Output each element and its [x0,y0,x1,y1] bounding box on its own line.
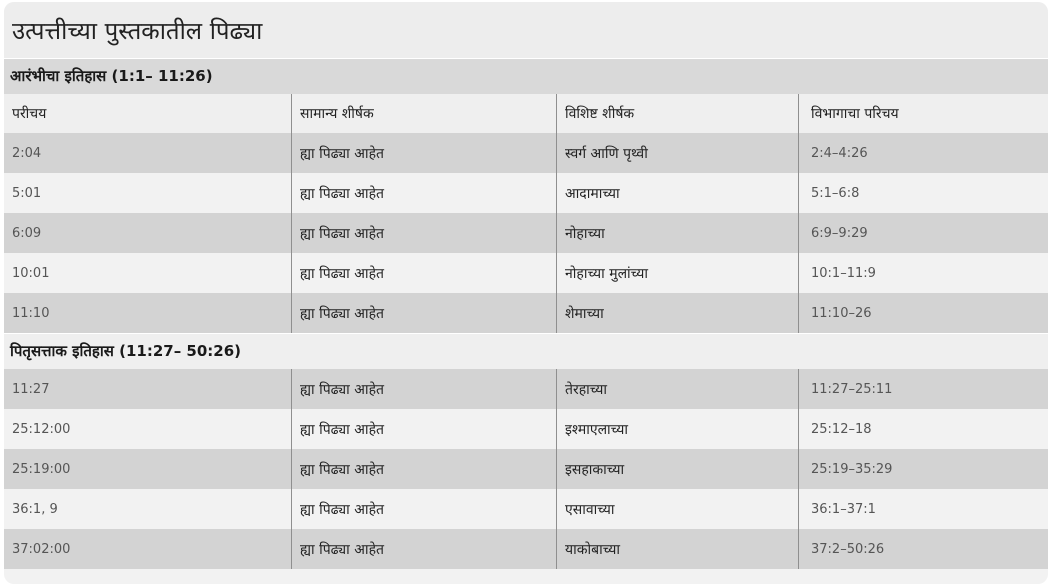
cell-general-title: ह्या पिढ्या आहेत [291,213,556,253]
column-header-section-intro: विभागाचा परिचय [798,94,1048,133]
cell-intro: 2:04 [12,145,42,161]
cell-intro: 11:27 [12,381,50,397]
table-row [4,213,1048,253]
cell-intro: 25:12:00 [12,421,71,437]
cell-intro: 6:09 [12,225,42,241]
table-row [4,449,1048,489]
table-row [4,409,1048,449]
cell-section-intro: 25:12–18 [798,409,1048,449]
cell-specific-title: आदामाच्या [556,173,798,213]
cell-intro: 5:01 [12,185,42,201]
table-row [4,529,1048,569]
table-row [4,253,1048,293]
table-row [4,369,1048,409]
cell-general-title: ह्या पिढ्या आहेत [291,409,556,449]
cell-general-title: ह्या पिढ्या आहेत [291,293,556,333]
cell-specific-title: नोहाच्या [556,213,798,253]
cell-specific-title: इश्माएलाच्या [556,409,798,449]
cell-intro: 25:19:00 [12,461,71,477]
cell-section-intro: 11:10–26 [798,293,1048,333]
section-heading-early-history: आरंभीचा इतिहास (1:1– 11:26) [4,58,1048,94]
cell-section-intro: 25:19–35:29 [798,449,1048,489]
cell-section-intro: 5:1–6:8 [798,173,1048,213]
cell-section-intro: 36:1–37:1 [798,489,1048,529]
cell-section-intro: 37:2–50:26 [798,529,1048,569]
cell-section-intro: 6:9–9:29 [798,213,1048,253]
column-header-row [4,94,1048,133]
cell-general-title: ह्या पिढ्या आहेत [291,253,556,293]
cell-specific-title: तेरहाच्या [556,369,798,409]
cell-general-title: ह्या पिढ्या आहेत [291,173,556,213]
page-title: उत्पत्तीच्या पुस्तकातील पिढ्या [4,2,1048,58]
column-header-specific-title: विशिष्ट शीर्षक [556,94,798,133]
cell-specific-title: शेमाच्या [556,293,798,333]
cell-general-title: ह्या पिढ्या आहेत [291,489,556,529]
cell-section-intro: 2:4–4:26 [798,133,1048,173]
cell-general-title: ह्या पिढ्या आहेत [291,449,556,489]
column-header-general-title: सामान्य शीर्षक [291,94,556,133]
cell-specific-title: स्वर्ग आणि पृथ्वी [556,133,798,173]
cell-specific-title: याकोबाच्या [556,529,798,569]
cell-specific-title: नोहाच्या मुलांच्या [556,253,798,293]
table-row [4,489,1048,529]
cell-specific-title: इसहाकाच्या [556,449,798,489]
generations-table [4,2,1048,584]
cell-general-title: ह्या पिढ्या आहेत [291,133,556,173]
cell-general-title: ह्या पिढ्या आहेत [291,369,556,409]
cell-section-intro: 10:1–11:9 [798,253,1048,293]
cell-intro: 10:01 [12,265,50,281]
table-row [4,293,1048,333]
cell-general-title: ह्या पिढ्या आहेत [291,529,556,569]
table-row [4,173,1048,213]
column-header-intro: परीचय [12,106,47,122]
section-heading-patriarchal-history: पितृसत्ताक इतिहास (11:27– 50:26) [4,333,1048,369]
cell-intro: 36:1, 9 [12,501,58,517]
table-row [4,133,1048,173]
cell-section-intro: 11:27–25:11 [798,369,1048,409]
cell-intro: 11:10 [12,305,50,321]
cell-intro: 37:02:00 [12,541,71,557]
cell-specific-title: एसावाच्या [556,489,798,529]
